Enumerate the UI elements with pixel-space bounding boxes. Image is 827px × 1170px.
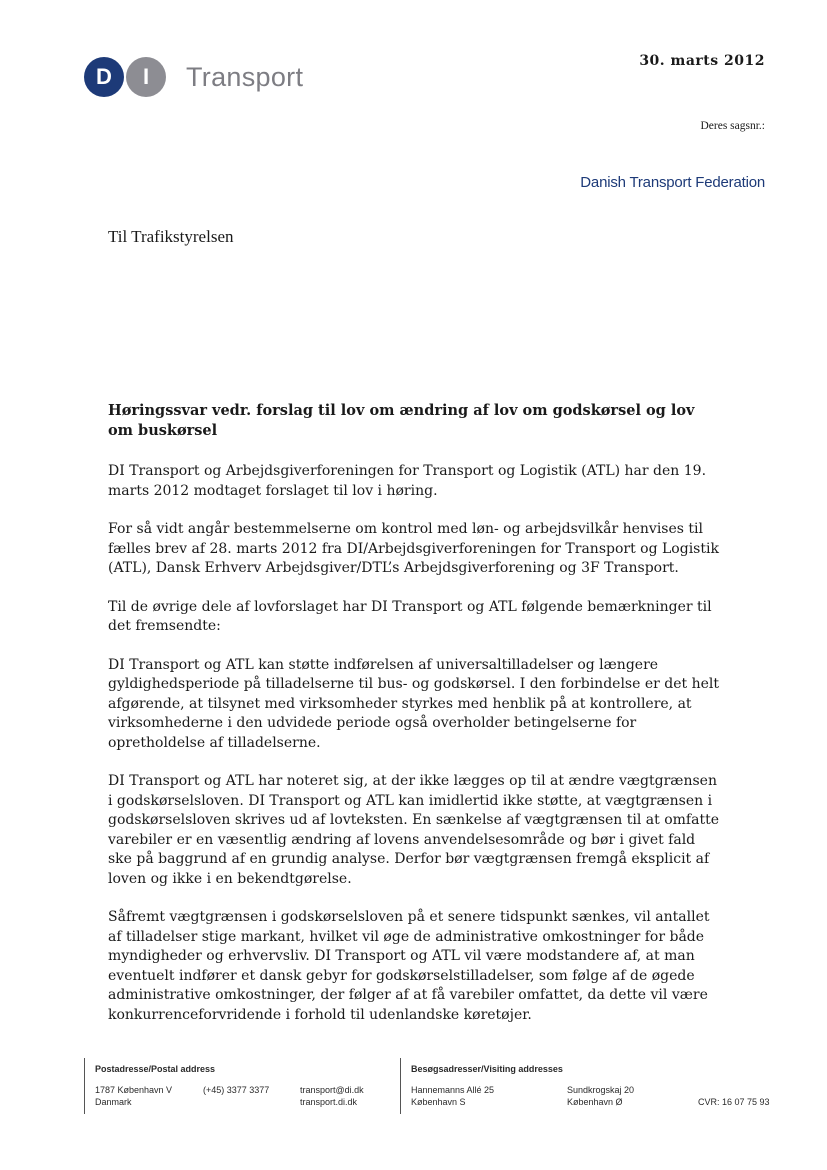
visit1-city: København S [411,1097,466,1107]
footer-divider [400,1058,401,1114]
paragraph: DI Transport og ATL har noteret sig, at der ikke lægges op til at ændre vægtgrænsen i godskørselsloven. DI Transport og ATL kan imidlertid ikke støtte, at vægtgrænsen i godskørselsloven skrives ud af lovteksten. En sænkelse af vægtgrænsen til at omfatte varebiler er en væsentlig ændring af lovens anvendelsesområde og bør i givet fald ske på baggrund af en grundig analyse. Derfor bør vægtgrænsen fremgå eksplicit af loven og ikke i en bekendtgørelse. [108,773,719,887]
visit2-city: København Ø [567,1097,623,1107]
recipient: Til Trafikstyrelsen [108,227,234,246]
cvr-number: CVR: 16 07 75 93 [698,1097,770,1107]
letter-body [108,462,720,1044]
visit1-street: Hannemanns Allé 25 [411,1085,495,1095]
footer [84,1058,774,1118]
postal-country: Danmark [95,1097,132,1107]
visit2-street: Sundkrogskaj 20 [567,1085,635,1095]
logo-d-circle: D [84,57,124,97]
postal-heading: Postadresse/Postal address [95,1064,216,1074]
paragraph: Til de øvrige dele af lovforslaget har DI Transport og ATL følgende bemærkninger til det fremsendte: [108,598,712,634]
letter-subject: Høringssvar vedr. forslag til lov om ændring af lov om godskørsel og lov om buskørsel [108,402,695,439]
organization-name: Danish Transport Federation [580,174,765,191]
website-link[interactable]: transport.di.dk [300,1097,358,1107]
di-transport-logo [84,56,303,98]
phone: (+45) 3377 3377 [203,1085,270,1095]
reference-label: Deres sagsnr.: [700,120,765,132]
paragraph: For så vidt angår bestemmelserne om kontrol med løn- og arbejdsvilkår henvises til fælles brev af 28. marts 2012 fra DI/Arbejdsgiverforeningen for Transport og Logistik (ATL), Dansk Erhverv Arbejdsgiver/DTL’s Arbejdsgiverforening og 3F Transport. [108,521,719,576]
paragraph: Såfremt vægtgrænsen i godskørselsloven på et senere tidspunkt sænkes, vil antallet af tilladelser stige markant, hvilket vil øge de administrative omkostninger for både myndigheder og erhvervsliv. DI Transport og ATL vil være modstandere af, at man eventuelt indfører et dansk gebyr for godskørselstilladelser, som følge af de øgede administrative omkostninger, der følger af at få varebiler omfattet, da dette vil være konkurrenceforvridende i forhold til udenlandske køretøjer. [108,909,710,1023]
postal-city: 1787 København V [95,1085,173,1095]
letter-date: 30. marts 2012 [639,53,765,69]
email-link[interactable]: transport@di.dk [300,1085,364,1095]
logo-i-circle: I [126,57,166,97]
paragraph: DI Transport og Arbejdsgiverforeningen for Transport og Logistik (ATL) har den 19. marts 2012 modtaget forslaget til lov i høring. [108,463,707,499]
footer-divider [84,1058,85,1114]
visiting-heading: Besøgsadresser/Visiting addresses [411,1064,563,1074]
paragraph: DI Transport og ATL kan støtte indførelsen af universaltilladelser og længere gyldighedsperiode på tilladelserne til bus- og godskørsel. I den forbindelse er det helt afgørende, at tilsynet med virksomheder styrkes med henblik på at kontrollere, at virksomhederne i den udvidede periode også overholder betingelserne for opretholdelse af tilladelserne. [108,656,720,751]
logo-name: Transport [186,61,304,92]
